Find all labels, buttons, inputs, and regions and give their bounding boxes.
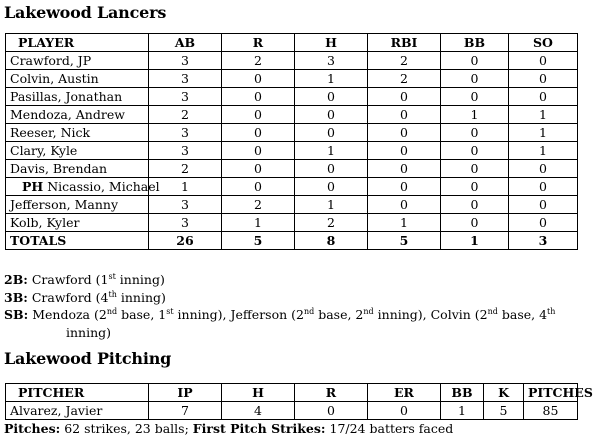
col-header-pitcher: PITCHER <box>6 384 149 402</box>
stat-cell-ab: 3 <box>149 214 222 232</box>
stat-cell-ab: 1 <box>149 178 222 196</box>
stat-cell-r: 0 <box>222 142 295 160</box>
player-name-cell <box>6 88 149 106</box>
total-cell-r: 5 <box>222 232 295 250</box>
col-header-bb: BB <box>441 34 509 52</box>
batting-row <box>6 178 578 196</box>
pitch-stat-cell-er: 0 <box>368 402 441 420</box>
stat-cell-so: 0 <box>509 196 578 214</box>
stat-cell-rbi: 0 <box>368 196 441 214</box>
stat-cell-rbi: 0 <box>368 124 441 142</box>
doubles-note: 2B: Crawford (1st inning) <box>4 271 165 287</box>
pinch-hitter-tag: PH <box>22 179 44 194</box>
pitch-stat-cell-bb: 1 <box>441 402 484 420</box>
col-header-ab: AB <box>149 34 222 52</box>
pitch-stat-cell-pitches: 85 <box>524 402 578 420</box>
player-name: Colvin, Austin <box>10 71 99 86</box>
col-header-pitches: PITCHES <box>524 384 578 402</box>
stat-cell-r: 0 <box>222 106 295 124</box>
stat-cell-bb: 0 <box>441 70 509 88</box>
stat-cell-so: 0 <box>509 88 578 106</box>
col-header-r: R <box>222 34 295 52</box>
total-cell-bb: 1 <box>441 232 509 250</box>
pitch-stat-cell-ip: 7 <box>149 402 222 420</box>
stolen-bases-note: SB: Mendoza (2nd base, 1st inning), Jefferson (2nd base, 2nd inning), Colvin (2nd base, 4th <box>4 306 556 322</box>
batting-header-row <box>6 34 578 52</box>
player-name-cell <box>6 160 149 178</box>
player-name-cell <box>6 178 160 196</box>
col-header-r: R <box>295 384 368 402</box>
player-name-cell <box>6 52 149 70</box>
batting-row <box>6 70 578 88</box>
player-name-cell <box>6 214 149 232</box>
stat-cell-h: 1 <box>295 196 368 214</box>
stat-cell-bb: 0 <box>441 196 509 214</box>
batting-row <box>6 196 578 214</box>
stat-cell-r: 0 <box>222 160 295 178</box>
stat-cell-rbi: 2 <box>368 70 441 88</box>
triples-note: 3B: Crawford (4th inning) <box>4 289 166 305</box>
total-cell-rbi: 5 <box>368 232 441 250</box>
stat-cell-rbi: 0 <box>368 142 441 160</box>
col-header-player: PLAYER <box>6 34 149 52</box>
stat-cell-h: 0 <box>295 106 368 124</box>
batting-table <box>5 33 578 250</box>
stat-cell-bb: 1 <box>441 106 509 124</box>
stat-cell-rbi: 0 <box>368 178 441 196</box>
stat-cell-so: 0 <box>509 214 578 232</box>
pitch-stat-cell-r: 0 <box>295 402 368 420</box>
stat-cell-ab: 3 <box>149 142 222 160</box>
batting-row <box>6 106 578 124</box>
pitching-header-row <box>6 384 578 402</box>
stat-cell-r: 1 <box>222 214 295 232</box>
stat-cell-h: 0 <box>295 88 368 106</box>
totals-row <box>6 232 578 250</box>
stat-cell-h: 1 <box>295 142 368 160</box>
batting-row <box>6 52 578 70</box>
stat-cell-ab: 3 <box>149 196 222 214</box>
stat-cell-so: 1 <box>509 142 578 160</box>
pitching-title: Lakewood Pitching <box>4 349 172 368</box>
stat-cell-r: 0 <box>222 88 295 106</box>
stat-cell-h: 2 <box>295 214 368 232</box>
stat-cell-rbi: 0 <box>368 88 441 106</box>
player-name: Clary, Kyle <box>10 143 78 158</box>
stat-cell-bb: 0 <box>441 178 509 196</box>
pitching-row <box>6 402 578 420</box>
game-notes <box>4 271 555 341</box>
totals-label: TOTALS <box>6 232 149 250</box>
player-name: Pasillas, Jonathan <box>10 89 123 104</box>
stat-cell-rbi: 0 <box>368 160 441 178</box>
stat-cell-rbi: 0 <box>368 106 441 124</box>
player-name-cell <box>6 124 149 142</box>
player-name: Reeser, Nick <box>10 125 91 140</box>
stat-cell-ab: 2 <box>149 160 222 178</box>
player-name: Davis, Brendan <box>10 161 108 176</box>
batting-row <box>6 88 578 106</box>
col-header-ip: IP <box>149 384 222 402</box>
pitch-summary: Pitches: 62 strikes, 23 balls; First Pitch Strikes: 17/24 batters faced <box>4 421 454 436</box>
stat-cell-so: 1 <box>509 106 578 124</box>
batting-row <box>6 142 578 160</box>
stat-cell-bb: 0 <box>441 160 509 178</box>
batting-row <box>6 124 578 142</box>
pitch-stat-cell-k: 5 <box>484 402 524 420</box>
stolen-bases-note-continued: inning) <box>66 324 112 340</box>
stat-cell-h: 0 <box>295 160 368 178</box>
pitching-table <box>5 383 593 420</box>
stat-cell-bb: 0 <box>441 214 509 232</box>
player-name-cell <box>6 196 149 214</box>
player-name: Jefferson, Manny <box>10 197 119 212</box>
stat-cell-ab: 3 <box>149 70 222 88</box>
stat-cell-bb: 0 <box>441 142 509 160</box>
player-name: Mendoza, Andrew <box>10 107 125 122</box>
player-name-cell <box>6 142 149 160</box>
stat-cell-bb: 0 <box>441 88 509 106</box>
stat-cell-h: 1 <box>295 70 368 88</box>
stat-cell-so: 0 <box>509 70 578 88</box>
stat-cell-bb: 0 <box>441 52 509 70</box>
col-header-so: SO <box>509 34 578 52</box>
player-name: Nicassio, Michael <box>47 179 160 194</box>
total-cell-so: 3 <box>509 232 578 250</box>
col-header-bb: BB <box>441 384 484 402</box>
pitch-stat-cell-h: 4 <box>222 402 295 420</box>
stat-cell-rbi: 2 <box>368 52 441 70</box>
player-name: Crawford, JP <box>10 53 92 68</box>
stat-cell-ab: 2 <box>149 106 222 124</box>
col-header-h: H <box>222 384 295 402</box>
stat-cell-ab: 3 <box>149 88 222 106</box>
col-header-rbi: RBI <box>368 34 441 52</box>
stat-cell-so: 0 <box>509 52 578 70</box>
total-cell-ab: 26 <box>149 232 222 250</box>
stat-cell-bb: 0 <box>441 124 509 142</box>
player-name: Kolb, Kyler <box>10 215 80 230</box>
stat-cell-so: 1 <box>509 124 578 142</box>
batting-row <box>6 160 578 178</box>
player-name-cell <box>6 70 149 88</box>
total-cell-h: 8 <box>295 232 368 250</box>
batting-row <box>6 214 578 232</box>
col-header-h: H <box>295 34 368 52</box>
stat-cell-r: 2 <box>222 52 295 70</box>
col-header-k: K <box>484 384 524 402</box>
stat-cell-so: 0 <box>509 178 578 196</box>
stat-cell-rbi: 1 <box>368 214 441 232</box>
stat-cell-h: 0 <box>295 124 368 142</box>
stat-cell-r: 2 <box>222 196 295 214</box>
stat-cell-ab: 3 <box>149 52 222 70</box>
col-header-er: ER <box>368 384 441 402</box>
stat-cell-ab: 3 <box>149 124 222 142</box>
pitcher-name-cell: Alvarez, Javier <box>6 402 149 420</box>
player-name-cell <box>6 106 149 124</box>
stat-cell-h: 3 <box>295 52 368 70</box>
stat-cell-r: 0 <box>222 70 295 88</box>
batting-title: Lakewood Lancers <box>4 3 167 22</box>
stat-cell-so: 0 <box>509 160 578 178</box>
stat-cell-h: 0 <box>295 178 368 196</box>
stat-cell-r: 0 <box>222 178 295 196</box>
stat-cell-r: 0 <box>222 124 295 142</box>
